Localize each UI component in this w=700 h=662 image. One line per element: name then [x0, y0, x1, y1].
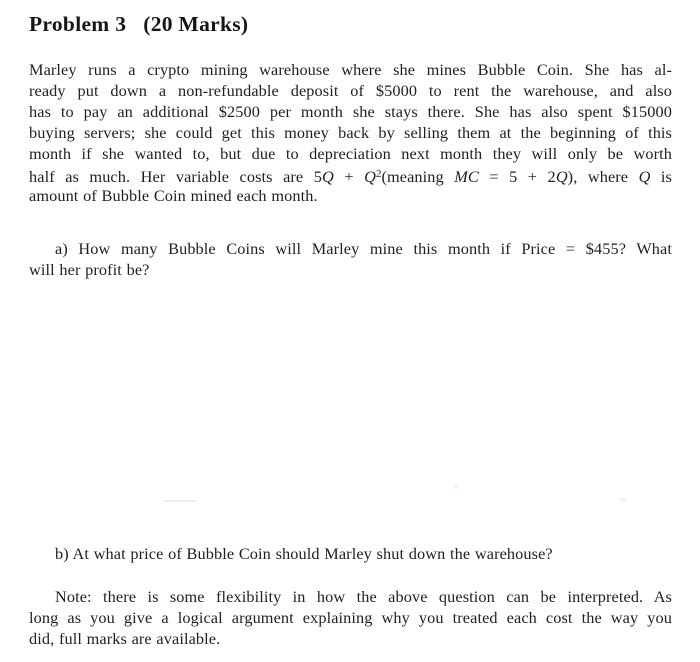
math-variable-q: Q: [555, 167, 568, 186]
intro-line-5: month if she wanted to, but due to depreciation next month they will only be worth: [29, 144, 672, 163]
question-a-line-1: a) How many Bubble Coins will Marley mine this month if Price = $455? What: [55, 239, 672, 258]
question-a: [29, 238, 672, 280]
text-segment: is: [650, 167, 672, 186]
intro-paragraph: [29, 59, 672, 206]
math-variable-mc: MC: [454, 167, 479, 186]
question-b: [29, 543, 672, 564]
intro-line-1: Marley runs a crypto mining warehouse where she mines Bubble Coin. She has al-: [29, 60, 672, 79]
intro-line-2: ready put down a non-refundable deposit of $5000 to rent the warehouse, and also: [29, 81, 672, 100]
note-line-2: long as you give a logical argument explaining why you treated each cost the way you: [29, 608, 672, 627]
note-line-3: did, full marks are available.: [29, 629, 221, 648]
intro-line-4: buying servers; she could get this money back by selling them at the beginning of this: [29, 123, 672, 142]
text-segment: half as much. Her variable costs are 5: [29, 167, 322, 186]
problem-heading: Problem 3 (20 Marks): [29, 12, 249, 36]
text-segment: (meaning: [381, 167, 455, 186]
note-line-1: Note: there is some flexibility in how the above question can be interpreted. As: [55, 587, 672, 606]
text-segment: ), where: [567, 167, 639, 186]
text-segment: = 5 + 2: [478, 167, 556, 186]
scan-artifact: [453, 485, 459, 489]
text-segment: +: [333, 167, 365, 186]
question-a-line-2: will her profit be?: [29, 260, 150, 279]
math-variable-q: Q: [321, 167, 334, 186]
scan-artifact: [619, 498, 627, 501]
note-paragraph: [29, 586, 672, 649]
math-variable-q: Q: [638, 167, 651, 186]
scan-artifact: [163, 500, 197, 502]
intro-line-7: amount of Bubble Coin mined each month.: [29, 186, 318, 205]
math-variable-q: Q: [364, 167, 376, 186]
intro-line-6: [29, 164, 672, 185]
question-b-line-1: b) At what price of Bubble Coin should Marley shut down the warehouse?: [55, 544, 553, 563]
intro-line-3: has to pay an additional $2500 per month she stays there. She has also spent $15000: [29, 102, 672, 121]
math-superscript: 2: [375, 168, 382, 180]
